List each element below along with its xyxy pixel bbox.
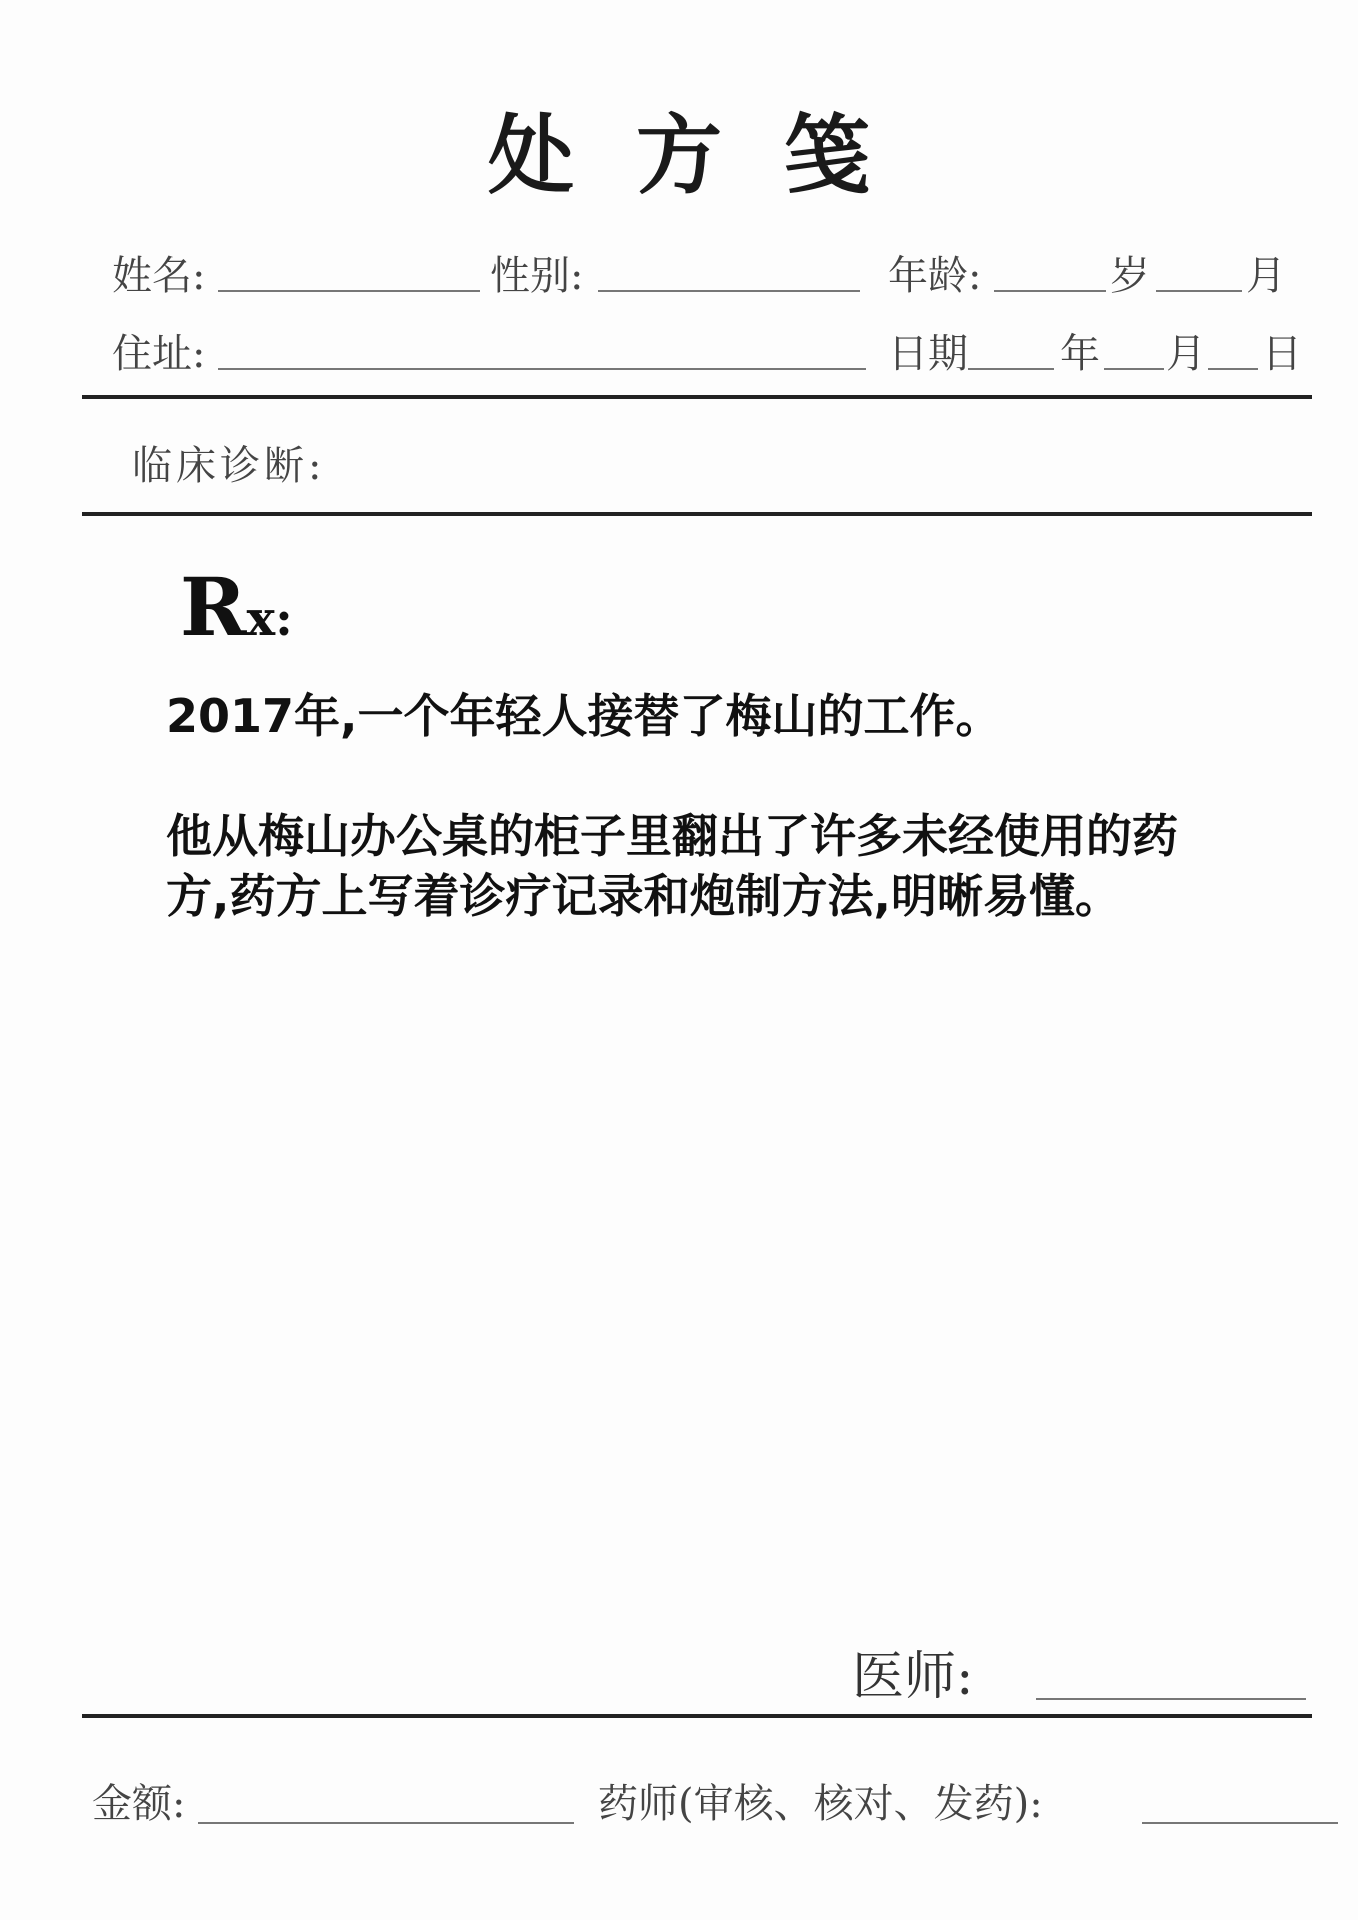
date-year-unit: 年 — [1060, 331, 1100, 377]
date-label: 日期 — [888, 331, 968, 377]
date-day-field[interactable] — [1208, 368, 1258, 370]
amount-label: 金额: — [92, 1781, 186, 1827]
content-paragraph-1: 2017年,一个年轻人接替了梅山的工作。 — [166, 689, 1002, 743]
diagnosis-label: 临床诊断: — [132, 443, 326, 489]
date-month-field[interactable] — [1104, 368, 1164, 370]
pharmacist-label: 药师(审核、核对、发药): — [598, 1781, 1043, 1827]
footer-divider — [82, 1714, 1312, 1718]
age-unit-year: 岁 — [1110, 253, 1150, 299]
gender-field[interactable] — [598, 290, 860, 292]
age-years-field[interactable] — [994, 290, 1106, 292]
age-unit-month: 月 — [1246, 253, 1286, 299]
date-year-field[interactable] — [968, 368, 1054, 370]
name-label: 姓名: — [112, 253, 206, 299]
diagnosis-divider — [82, 512, 1312, 516]
age-months-field[interactable] — [1156, 290, 1242, 292]
gender-label: 性别: — [490, 253, 584, 299]
amount-field[interactable] — [198, 1822, 574, 1824]
rx-symbol: Rx: — [180, 560, 293, 654]
address-label: 住址: — [112, 331, 206, 377]
date-day-unit: 日 — [1262, 331, 1302, 377]
form-title: 处方笺 — [488, 105, 932, 206]
pharmacist-signature-field[interactable] — [1142, 1822, 1338, 1824]
address-field[interactable] — [218, 368, 866, 370]
age-label: 年龄: — [888, 253, 982, 299]
date-month-unit: 月 — [1166, 331, 1206, 377]
doctor-label: 医师: — [852, 1647, 974, 1707]
name-field[interactable] — [218, 290, 480, 292]
content-paragraph-2: 他从梅山办公桌的柜子里翻出了许多未经使用的药方,药方上写着诊疗记录和炮制方法,明晰易懂。 — [166, 809, 1178, 923]
doctor-signature-field[interactable] — [1036, 1698, 1306, 1700]
header-divider — [82, 395, 1312, 399]
